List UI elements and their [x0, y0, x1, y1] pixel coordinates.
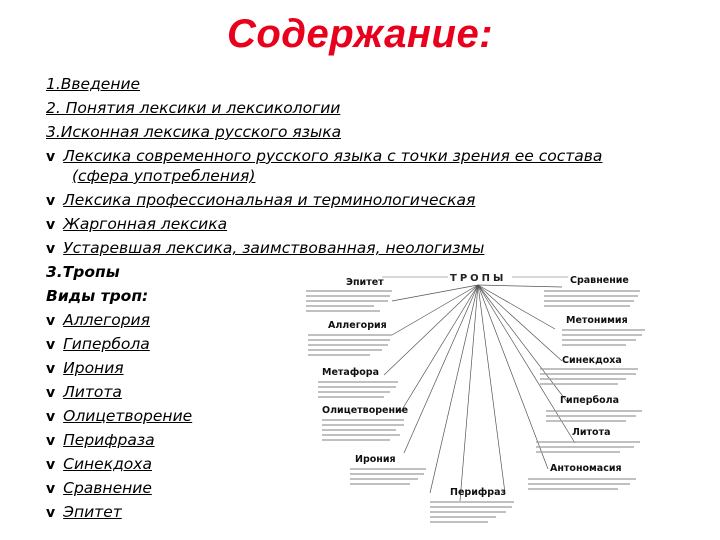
list-item-label: Лексика современного русского языка с точки зрения ее состава [63, 147, 603, 165]
list-item-label: Лексика профессиональная и терминологическая [63, 191, 476, 209]
list-item-label: (сфера употребления) [72, 167, 256, 185]
list-item-label: Гипербола [63, 335, 150, 353]
list-item-litota [46, 382, 122, 403]
tropes-diagram [300, 265, 665, 535]
bullet-icon: v [46, 241, 56, 257]
list-item-obsolete-lexicon [46, 238, 484, 259]
bullet-icon: v [46, 337, 56, 353]
list-item-personification [46, 406, 192, 427]
list-item-native-lexicon [46, 122, 341, 142]
list-item-label: Литота [63, 383, 122, 401]
bullet-icon: v [46, 433, 56, 449]
list-item-modern-lexicon-cont [72, 166, 255, 186]
label-periphrasis: Перифраз [450, 487, 507, 498]
bullet-icon: v [46, 193, 56, 209]
list-item-label: 3.Тропы [46, 263, 120, 281]
list-item-lexicon-concepts [46, 98, 340, 118]
list-item-label: 3.Исконная лексика русского языка [46, 123, 342, 141]
list-item-label: Виды троп: [46, 287, 149, 305]
list-item-label: Перифраза [63, 431, 155, 449]
label-hyperbole: Гипербола [560, 395, 620, 406]
label-litota: Литота [572, 427, 611, 438]
list-item-label: Олицетворение [63, 407, 193, 425]
label-comparison: Сравнение [570, 275, 629, 286]
list-item-comparison [46, 478, 152, 499]
bullet-icon: v [46, 149, 56, 165]
bullet-icon: v [46, 361, 56, 377]
list-item-modern-lexicon [46, 146, 602, 167]
list-item-periphrasis [46, 430, 155, 451]
label-allegory: Аллегория [328, 320, 387, 331]
bullet-icon: v [46, 505, 56, 521]
list-item-label: Аллегория [63, 311, 150, 329]
list-item-epithet [46, 502, 122, 523]
list-item-irony [46, 358, 124, 379]
list-item-tropes [46, 262, 120, 282]
list-item-professional-lexicon [46, 190, 475, 211]
list-item-label: Синекдоха [63, 455, 152, 473]
label-irony: Ирония [355, 454, 396, 465]
list-item-label: Сравнение [63, 479, 152, 497]
list-item-trope-types [46, 286, 148, 306]
label-antonomasia: Антономасия [550, 463, 622, 474]
label-personification: Олицетворение [322, 405, 409, 416]
list-item-label: 1.Введение [46, 75, 141, 93]
list-item-allegory [46, 310, 150, 331]
list-item-hyperbole [46, 334, 150, 355]
bullet-icon: v [46, 313, 56, 329]
list-item-label: Жаргонная лексика [63, 215, 228, 233]
bullet-icon: v [46, 409, 56, 425]
list-item-synecdoche [46, 454, 152, 475]
label-metonymy: Метонимия [566, 315, 628, 326]
bullet-icon: v [46, 457, 56, 473]
bullet-icon: v [46, 217, 56, 233]
list-item-label: Ирония [63, 359, 124, 377]
bullet-icon: v [46, 385, 56, 401]
page-title: Содержание: [226, 12, 494, 56]
label-epithet: Эпитет [346, 277, 384, 288]
bullet-icon: v [46, 481, 56, 497]
label-metaphor: Метафора [322, 367, 379, 378]
label-synecdoche: Синекдоха [562, 355, 622, 366]
list-item-label: Эпитет [63, 503, 122, 521]
list-item-jargon [46, 214, 227, 235]
list-item-label: Устаревшая лексика, заимствованная, неологизмы [63, 239, 485, 257]
diagram-title: ТРОПЫ [450, 273, 507, 284]
list-item-label: 2. Понятия лексики и лексикологии [46, 99, 341, 117]
list-item-introduction [46, 74, 140, 94]
